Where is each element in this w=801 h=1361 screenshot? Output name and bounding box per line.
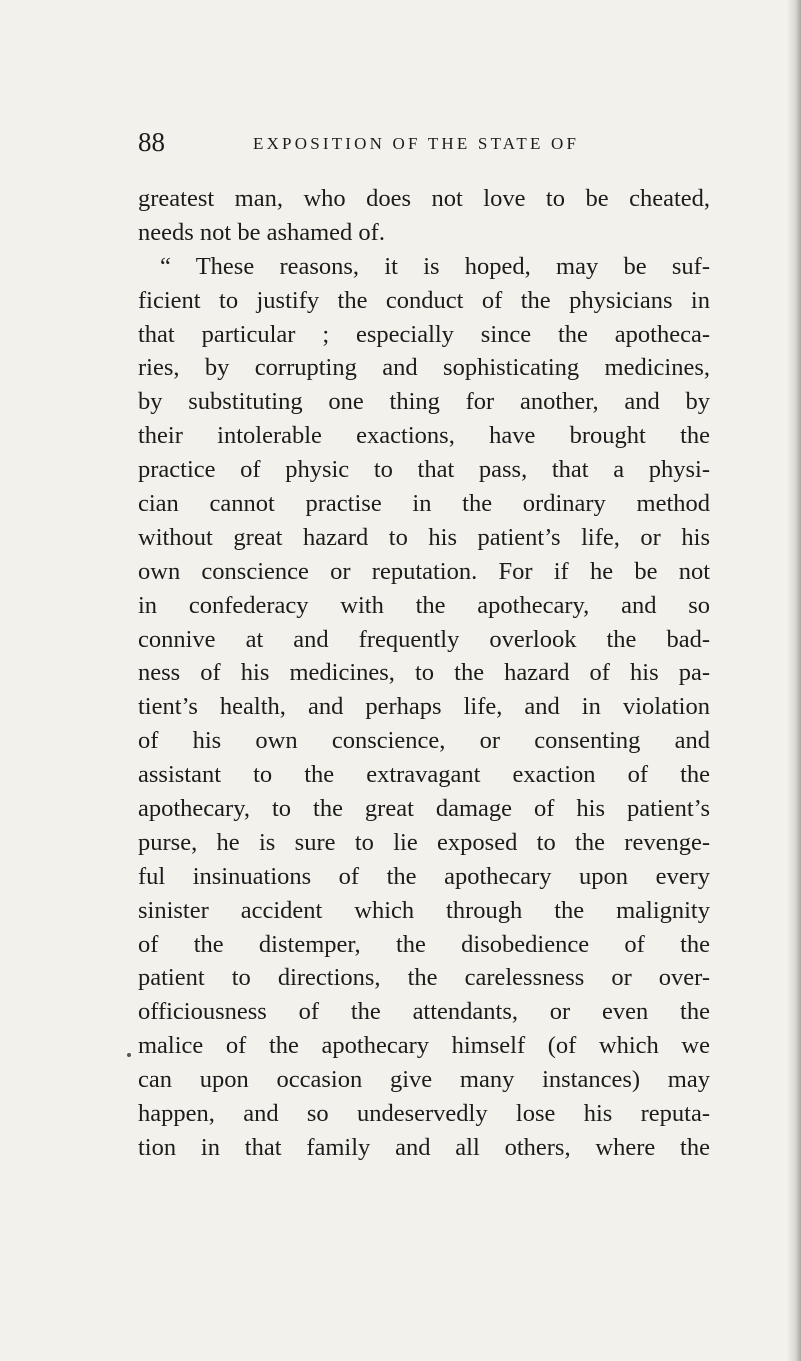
text-line: connive at and frequently overlook the bad- xyxy=(138,625,710,653)
page-edge-shadow xyxy=(787,0,801,1361)
text-line: cian cannot practise in the ordinary method xyxy=(138,490,710,518)
body-text xyxy=(138,182,710,1165)
text-line: that particular ; especially since the apotheca- xyxy=(138,320,710,348)
text-line: happen, and so undeservedly lose his reputa- xyxy=(138,1100,710,1128)
text-line: officiousness of the attendants, or even the xyxy=(138,998,710,1026)
text-line: greatest man, who does not love to be cheated, xyxy=(138,185,710,212)
text-line: malice of the apothecary himself (of which we xyxy=(138,1032,710,1060)
text-line: by substituting one thing for another, and by xyxy=(138,388,710,416)
text-line: “ These reasons, it is hoped, may be suf- xyxy=(160,252,710,280)
text-line: in confederacy with the apothecary, and so xyxy=(138,591,710,619)
text-line: patient to directions, the carelessness or over- xyxy=(138,964,710,992)
ink-speck xyxy=(127,1053,131,1057)
text-line: ness of his medicines, to the hazard of his pa- xyxy=(138,659,710,687)
text-line: purse, he is sure to lie exposed to the revenge- xyxy=(138,828,710,856)
text-line: tient’s health, and perhaps life, and in violation xyxy=(138,693,710,721)
text-line: practice of physic to that pass, that a physi- xyxy=(138,456,710,484)
text-line: own conscience or reputation. For if he be not xyxy=(138,557,710,585)
text-line: tion in that family and all others, where the xyxy=(138,1133,710,1161)
text-line: can upon occasion give many instances) may xyxy=(138,1066,710,1094)
page-number: 88 xyxy=(138,127,165,157)
text-line: ries, by corrupting and sophisticating medicines, xyxy=(138,354,710,382)
text-line: without great hazard to his patient’s life, or his xyxy=(138,523,710,551)
text-line: needs not be ashamed of. xyxy=(138,218,385,246)
text-line: of his own conscience, or consenting and xyxy=(138,727,710,755)
text-line: sinister accident which through the malignity xyxy=(138,896,710,924)
running-head: EXPOSITION OF THE STATE OF xyxy=(253,134,580,153)
text-line: ficient to justify the conduct of the physicians in xyxy=(138,286,710,314)
text-line: of the distemper, the disobedience of the xyxy=(138,930,710,958)
text-line: ful insinuations of the apothecary upon every xyxy=(138,862,710,890)
text-line: their intolerable exactions, have brought the xyxy=(138,422,710,450)
text-line: assistant to the extravagant exaction of the xyxy=(138,761,710,789)
text-line: apothecary, to the great damage of his patient’s xyxy=(138,795,710,823)
page-header xyxy=(138,126,678,158)
